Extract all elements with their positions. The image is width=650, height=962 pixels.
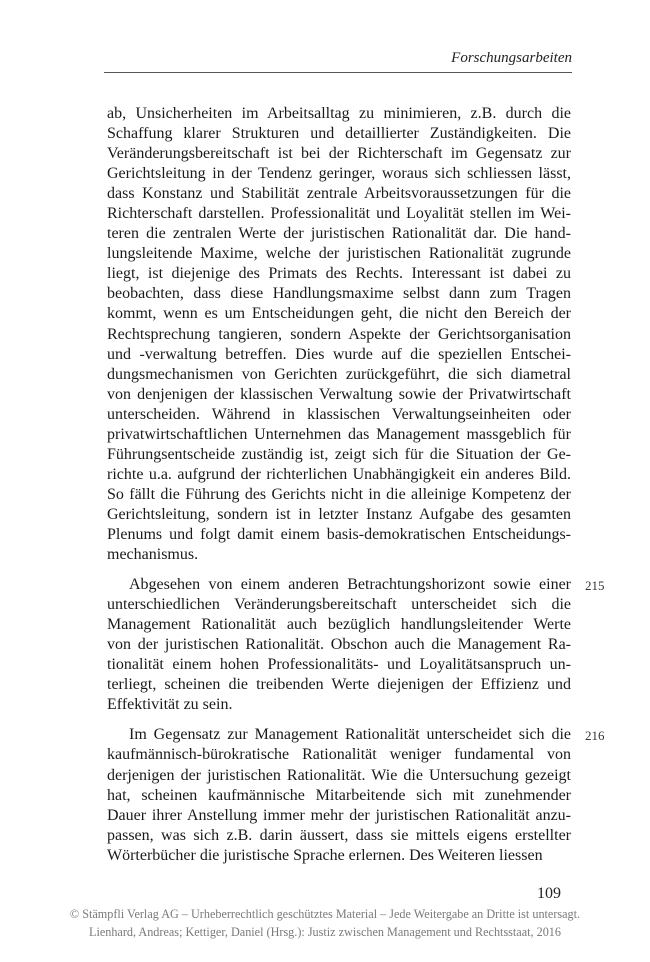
text-line: Gerichtsleitung in der Tendenz geringer, woraus sich schliessen lässt, [107,165,571,183]
text-line: privatwirtschaftlichen Unternehmen das Management massgeblich für [107,425,571,443]
text-line: Im Gegensatz zur Management Rationalität unterscheidet sich die [129,726,571,744]
paragraph-215 [107,575,605,715]
text-line: dungsmechanismen von Gerichten zurückgeführt, die sich diametral [107,365,571,383]
text-line: richte u.a. aufgrund der richterlichen Unabhängigkeit ein anderes Bild. [107,465,571,483]
header-rule [104,72,572,73]
text-line: So fällt die Führung des Gerichts nicht in die alleinige Kompetenz der [107,485,571,503]
text-line: teren die zentralen Werte der juristischen Rationalität dar. Die hand- [107,225,571,243]
text-line: Effektivität zu sein. [107,696,233,714]
text-line: Veränderungsbereitschaft ist bei der Richterschaft im Gegensatz zur [107,145,571,163]
text-line: Abgesehen von einem anderen Betrachtungshorizont sowie einer [129,576,571,594]
text-line: Richterschaft darstellen. Professionalität und Loyalität stellen im Wei- [107,205,571,223]
text-line: Wörterbücher die juristische Sprache erlernen. Des Weiteren liessen [107,846,543,864]
text-line: unterscheiden. Während in klassischen Verwaltungseinheiten oder [107,405,571,423]
text-line: Rechtsprechung tangieren, sondern Aspekte der Gerichtsorganisation [107,325,571,343]
text-line: mechanismus. [107,546,199,564]
page-number: 109 [537,885,561,902]
text-line: Dauer ihrer Anstellung immer mehr der juristischen Rationalität anzu- [107,806,571,824]
text-line: ab, Unsicherheiten im Arbeitsalltag zu minimieren, z.B. durch die [107,105,571,122]
text-line: Management Rationalität auch bezüglich handlungsleitender Werte [107,616,571,634]
text-line: von der juristischen Rationalität. Obschon auch die Management Ra- [107,636,571,654]
text-line: Schaffung klarer Strukturen und detaillierter Zuständigkeiten. Die [107,125,571,143]
text-line: Führungsentscheide zuständig ist, zeigt sich für die Situation der Ge- [107,445,571,463]
margin-number: 215 [585,578,605,594]
text-line: derjenigen der juristischen Rationalität. Wie die Untersuchung gezeigt [107,766,571,784]
footer-copyright-line: © Stämpfli Verlag AG – Urheberrechtlich geschütztes Material – Jede Weitergabe an Dritte ist untersagt. [69,907,581,921]
text-line: lungsleitende Maxime, welche der juristischen Rationalität zugrunde [107,245,571,263]
margin-number: 216 [585,728,605,744]
text-line: und -verwaltung betreffen. Dies wurde auf die speziellen Entschei- [107,345,571,363]
text-line: passen, was sich z.B. darin äussert, dass sie mittels eigens erstellter [107,826,571,844]
text-line: beobachten, dass diese Handlungsmaxime selbst dann zum Tragen [107,285,571,303]
paragraph-1 [107,104,571,565]
text-line: terliegt, scheinen die treibenden Werte diejenigen der Effizienz und [107,676,571,694]
footer-citation-line: Lienhard, Andreas; Kettiger, Daniel (Hrsg.): Justiz zwischen Management und Rechtsstaat, 2016 [89,924,561,939]
text-line: dass Konstanz und Stabilität zentrale Arbeitsvoraussetzungen für die [107,185,571,203]
body-text [107,104,605,876]
text-line: Gerichtsleitung, sondern ist in letzter Instanz Aufgabe des gesamten [107,505,571,523]
text-line: von denjenigen der klassischen Verwaltung sowie der Privatwirtschaft [107,385,571,403]
text-line: kommt, wenn es um Entscheidungen geht, die nicht den Bereich der [107,305,571,323]
text-line: unterschiedlichen Veränderungsbereitschaft unterscheidet sich die [107,596,571,614]
paragraph-216 [107,725,605,865]
running-head-title: Forschungsarbeiten [451,50,572,66]
text-line: hat, scheinen kaufmännische Mitarbeitende sich mit zunehmender [107,786,571,804]
text-line: liegt, ist diejenige des Primats des Rechts. Interessant ist dabei zu [107,265,571,283]
copyright-footer [0,906,650,941]
text-line: Plenums und folgt damit einem basis-demokratischen Entscheidungs- [107,525,571,543]
text-line: kaufmännisch-bürokratische Rationalität weniger fundamental von [107,746,571,764]
text-line: tionalität einem hohen Professionalitäts- und Loyalitätsanspruch un- [107,656,571,674]
